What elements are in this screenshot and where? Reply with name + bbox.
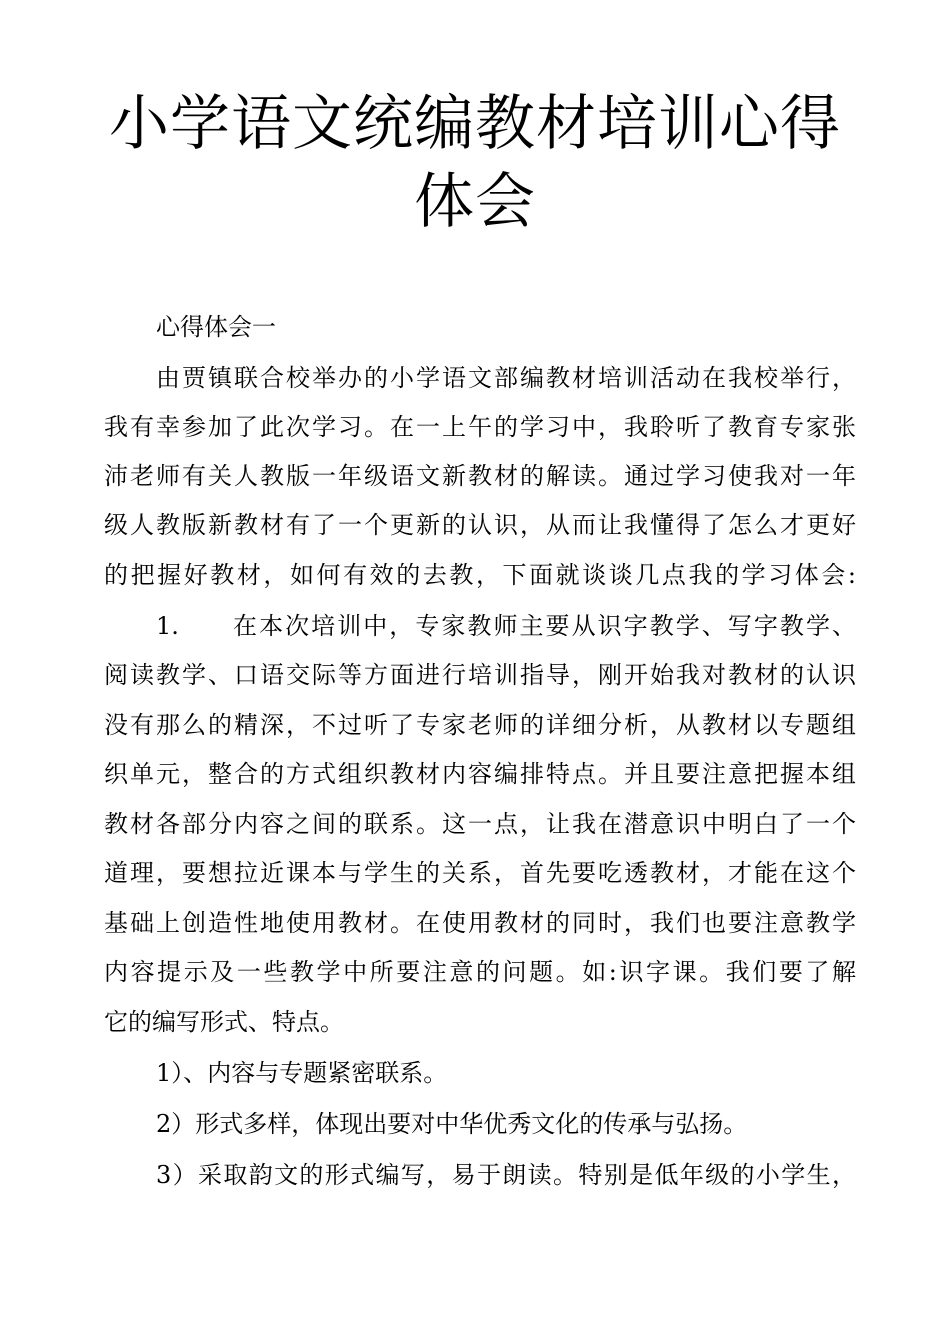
paragraph-line: 阅读教学、口语交际等方面进行培训指导，刚开始我对教材的认识 xyxy=(104,661,856,689)
paragraph-line: 内容提示及一些教学中所要注意的问题。如:识字课。我们要了解 xyxy=(104,958,856,986)
paragraph-line: 道理，要想拉近课本与学生的关系，首先要吃透教材，才能在这个 xyxy=(104,859,856,887)
list-item: 1）、内容与专题紧密联系。 xyxy=(156,1059,448,1087)
title-line-1: 小学语文统编教材培训心得 xyxy=(109,89,841,159)
paragraph-line: 织单元，整合的方式组织教材内容编排特点。并且要注意把握本组 xyxy=(104,760,856,788)
paragraph-line: 1. 在本次培训中，专家教师主要从识字教学、写字教学、 xyxy=(156,612,856,640)
list-item: 2）形式多样，体现出要对中华优秀文化的传承与弘扬。 xyxy=(156,1110,748,1138)
paragraph-line: 级人教版新教材有了一个更新的认识，从而让我懂得了怎么才更好 xyxy=(104,511,856,539)
paragraph-line: 没有那么的精深，不过听了专家老师的详细分析，从教材以专题组 xyxy=(104,711,856,739)
list-item: 3）采取韵文的形式编写，易于朗读。特别是低年级的小学生， xyxy=(156,1161,856,1189)
paragraph-line: 由贾镇联合校举办的小学语文部编教材培训活动在我校举行， xyxy=(156,364,856,392)
section-heading: 心得体会一 xyxy=(156,313,276,341)
title-line-2: 体会 xyxy=(414,167,536,237)
paragraph-line: 我有幸参加了此次学习。在一上午的学习中，我聆听了教育专家张 xyxy=(104,413,856,441)
paragraph-line: 它的编写形式、特点。 xyxy=(104,1008,344,1036)
paragraph-line: 基础上创造性地使用教材。在使用教材的同时，我们也要注意教学 xyxy=(104,909,856,937)
paragraph-line: 教材各部分内容之间的联系。这一点，让我在潜意识中明白了一个 xyxy=(104,810,856,838)
paragraph-line: 的把握好教材，如何有效的去教，下面就谈谈几点我的学习体会: xyxy=(104,561,856,589)
document-title xyxy=(100,85,850,241)
paragraph-line: 沛老师有关人教版一年级语文新教材的解读。通过学习使我对一年 xyxy=(104,462,856,490)
